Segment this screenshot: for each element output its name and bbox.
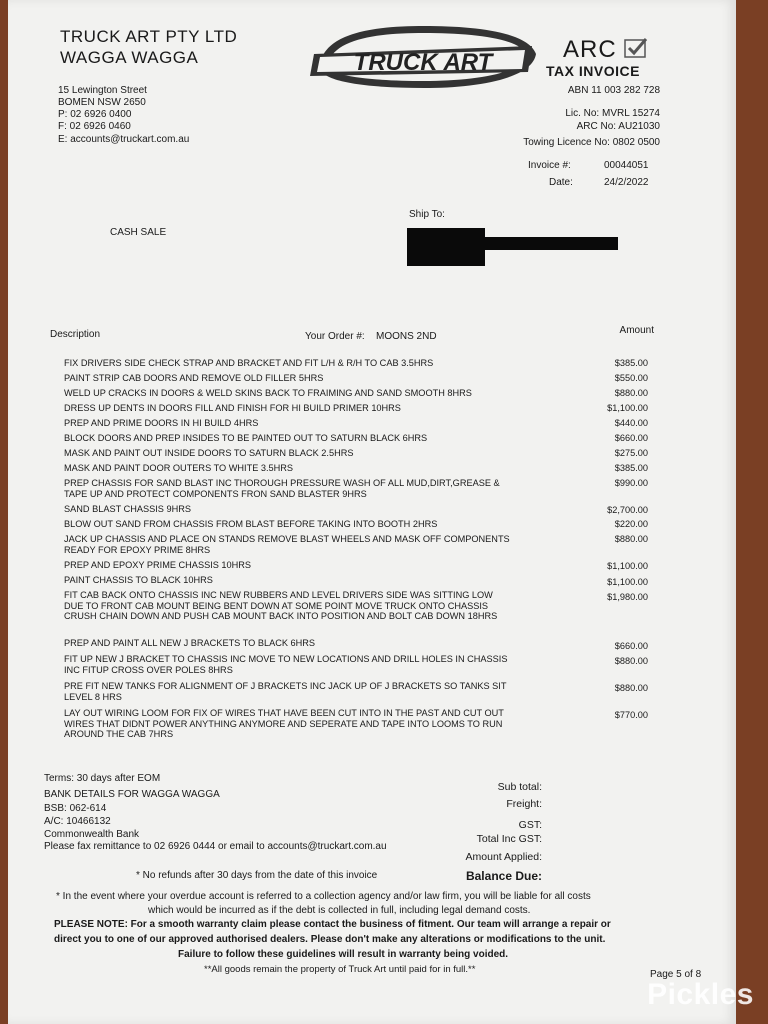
line-item-desc: FIT CAB BACK ONTO CHASSIS INC NEW RUBBERS AND LEVEL DRIVERS SIDE WAS SITTING LOW DUE TO FRONT CAB MOUNT BEING BENT DOWN AT SOME POINT MOVE TRUCK ONTO CHASSIS CRUSH CHAIN DOWN AND PUSH CAB MOUNT BACK INTO POSITION AND BOLT CAB DOWN 18HRS <box>64 590 498 621</box>
date-label: Date: <box>549 177 573 188</box>
line-item-amount: $880.00 <box>614 388 648 398</box>
invoice-number: 00044051 <box>604 160 649 171</box>
line-item-desc: PAINT CHASSIS TO BLACK 10HRS <box>64 575 213 585</box>
sub-total-label: Sub total: <box>497 781 542 793</box>
abn: ABN 11 003 282 728 <box>567 85 660 96</box>
no-refunds-notice: * No refunds after 30 days from the date of this invoice <box>136 870 378 881</box>
payment-terms: Terms: 30 days after EOM <box>44 773 161 784</box>
line-item-desc: PREP CHASSIS FOR SAND BLAST INC THOROUGH PRESSURE WASH OF ALL MUD,DIRT,GREASE & TAPE UP AND PROTECT COMPONENTS FRON SAND BLASTER 9HRS <box>64 478 500 499</box>
line-item-desc: MASK AND PAINT OUT INSIDE DOORS TO SATURN BLACK 2.5HRS <box>64 448 354 458</box>
arc-no: ARC No: AU21030 <box>576 121 660 132</box>
line-item-desc: FIT UP NEW J BRACKET TO CHASSIS INC MOVE TO NEW LOCATIONS AND DRILL HOLES IN CHASSIS INC FITUP CROSS OVER POLES 8HRS <box>64 654 508 675</box>
line-item-amount: $1,980.00 <box>607 592 648 602</box>
amount-header: Amount <box>619 325 654 336</box>
bank-name: Commonwealth Bank <box>44 829 140 840</box>
amount-applied-label: Amount Applied: <box>465 851 542 863</box>
description-header: Description <box>50 329 101 340</box>
truck-art-logo <box>306 24 540 90</box>
invoice-number-label: Invoice #: <box>528 160 571 171</box>
arc-logo <box>563 36 648 64</box>
line-item-desc: BLOCK DOORS AND PREP INSIDES TO BE PAINTED OUT TO SATURN BLACK 6HRS <box>64 433 428 443</box>
line-item-desc: MASK AND PAINT DOOR OUTERS TO WHITE 3.5HRS <box>64 463 294 473</box>
line-item-desc: PRE FIT NEW TANKS FOR ALIGNMENT OF J BRACKETS INC JACK UP OF J BRACKETS SO TANKS SIT LEVEL 8 HRS <box>64 681 507 702</box>
line-item-amount: $1,100.00 <box>607 577 648 587</box>
line-item-amount: $660.00 <box>614 433 648 443</box>
invoice-date: 24/2/2022 <box>604 177 649 188</box>
line-item-desc: BLOW OUT SAND FROM CHASSIS FROM BLAST BEFORE TAKING INTO BOOTH 2HRS <box>64 519 438 529</box>
warranty-note-line3: Failure to follow these guidelines will result in warranty being voided. <box>178 949 509 960</box>
company-address-suburb: BOMEN NSW 2650 <box>58 97 146 108</box>
line-item-desc: WELD UP CRACKS IN DOORS & WELD SKINS BACK TO FRAIMING AND SAND SMOOTH 8HRS <box>64 388 472 398</box>
balance-due-label: Balance Due: <box>465 869 542 883</box>
line-item-desc: LAY OUT WIRING LOOM FOR FIX OF WIRES THAT HAVE BEEN CUT INTO IN THE PAST AND CUT OUT WIRES THAT DIDNT POWER ANYTHING ANYMORE AND SEPERATE AND TAPE INTO LOOMS TO RUN AROUND THE CAB 7HRS <box>64 708 504 739</box>
gst-label: GST: <box>518 819 542 831</box>
company-fax: F: 02 6926 0460 <box>58 121 131 132</box>
company-city: WAGGA WAGGA <box>60 48 199 67</box>
total-inc-gst-label: Total Inc GST: <box>476 833 542 845</box>
line-item-amount: $440.00 <box>614 418 648 428</box>
line-item-amount: $275.00 <box>614 448 648 458</box>
pickles-watermark: Pickles <box>647 978 754 1011</box>
line-item-amount: $770.00 <box>614 710 648 720</box>
order-number: MOONS 2ND <box>376 331 437 342</box>
line-item-amount: $220.00 <box>614 519 648 529</box>
redaction-block <box>407 228 485 266</box>
bank-account: A/C: 10466132 <box>44 816 111 827</box>
arc-text: ARC <box>563 36 617 63</box>
line-item-desc: DRESS UP DENTS IN DOORS FILL AND FINISH FOR HI BUILD PRIMER 10HRS <box>64 403 401 413</box>
licence-no: Lic. No: MVRL 15274 <box>565 108 660 119</box>
cash-sale: CASH SALE <box>110 227 167 238</box>
line-item-amount: $990.00 <box>614 478 648 488</box>
line-item-amount: $1,100.00 <box>607 561 648 571</box>
line-item-desc: PREP AND PAINT ALL NEW J BRACKETS TO BLACK 6HRS <box>64 638 316 648</box>
company-address-street: 15 Lewington Street <box>58 85 147 96</box>
invoice-page <box>8 0 736 1024</box>
line-item-desc: SAND BLAST CHASSIS 9HRS <box>64 504 191 514</box>
remittance-note: Please fax remittance to 02 6926 0444 or email to accounts@truckart.com.au <box>44 841 387 852</box>
line-item-amount: $550.00 <box>614 373 648 383</box>
ship-to-label: Ship To: <box>409 209 445 220</box>
line-item-amount: $385.00 <box>614 358 648 368</box>
line-item-amount: $880.00 <box>614 656 648 666</box>
company-email: E: accounts@truckart.com.au <box>58 134 190 145</box>
line-item-desc: PREP AND EPOXY PRIME CHASSIS 10HRS <box>64 560 252 570</box>
freight-label: Freight: <box>506 798 542 810</box>
bank-bsb: BSB: 062-614 <box>44 803 107 814</box>
warranty-note-line1: PLEASE NOTE: For a smooth warranty claim please contact the business of fitment. Our team will arrange a repair or <box>54 919 611 930</box>
line-item-amount: $2,700.00 <box>607 505 648 515</box>
logo-text: TRUCK ART <box>353 49 493 76</box>
line-item-amount: $880.00 <box>614 683 648 693</box>
line-item-amount: $385.00 <box>614 463 648 473</box>
line-item-amount: $880.00 <box>614 534 648 544</box>
line-item-desc: JACK UP CHASSIS AND PLACE ON STANDS REMOVE BLAST WHEELS AND MASK OFF COMPONENTS READY FOR EPOXY PRIME 8HRS <box>64 534 510 555</box>
order-label: Your Order #: <box>305 331 365 342</box>
line-item-amount: $660.00 <box>614 641 648 651</box>
company-phone: P: 02 6926 0400 <box>58 109 132 120</box>
bank-details-heading: BANK DETAILS FOR WAGGA WAGGA <box>44 789 220 800</box>
line-item-desc: FIX DRIVERS SIDE CHECK STRAP AND BRACKET AND FIT L/H & R/H TO CAB 3.5HRS <box>64 358 434 368</box>
towing-licence: Towing Licence No: 0802 0500 <box>523 137 660 148</box>
goods-property-note: **All goods remain the property of Truck Art until paid for in full.** <box>204 964 476 975</box>
collection-notice-line1: * In the event where your overdue account is referred to a collection agency and/or law firm, you will be liable for all costs <box>56 891 591 902</box>
page-number: Page 5 of 8 <box>650 969 702 980</box>
tax-invoice-title: TAX INVOICE <box>546 63 640 79</box>
warranty-note-line2: direct you to one of our approved authorised dealers. Please don't make any alterations or modifications to the unit. <box>54 934 606 945</box>
checkmark-icon <box>624 37 648 59</box>
company-name: TRUCK ART PTY LTD <box>60 27 238 46</box>
redaction-bar <box>478 237 618 250</box>
line-item-amount: $1,100.00 <box>607 403 648 413</box>
collection-notice-line2: which would be incurred as if the debt is collected in full, including legal demand costs. <box>148 905 531 916</box>
line-item-desc: PREP AND PRIME DOORS IN HI BUILD 4HRS <box>64 418 259 428</box>
line-item-desc: PAINT STRIP CAB DOORS AND REMOVE OLD FILLER 5HRS <box>64 373 324 383</box>
